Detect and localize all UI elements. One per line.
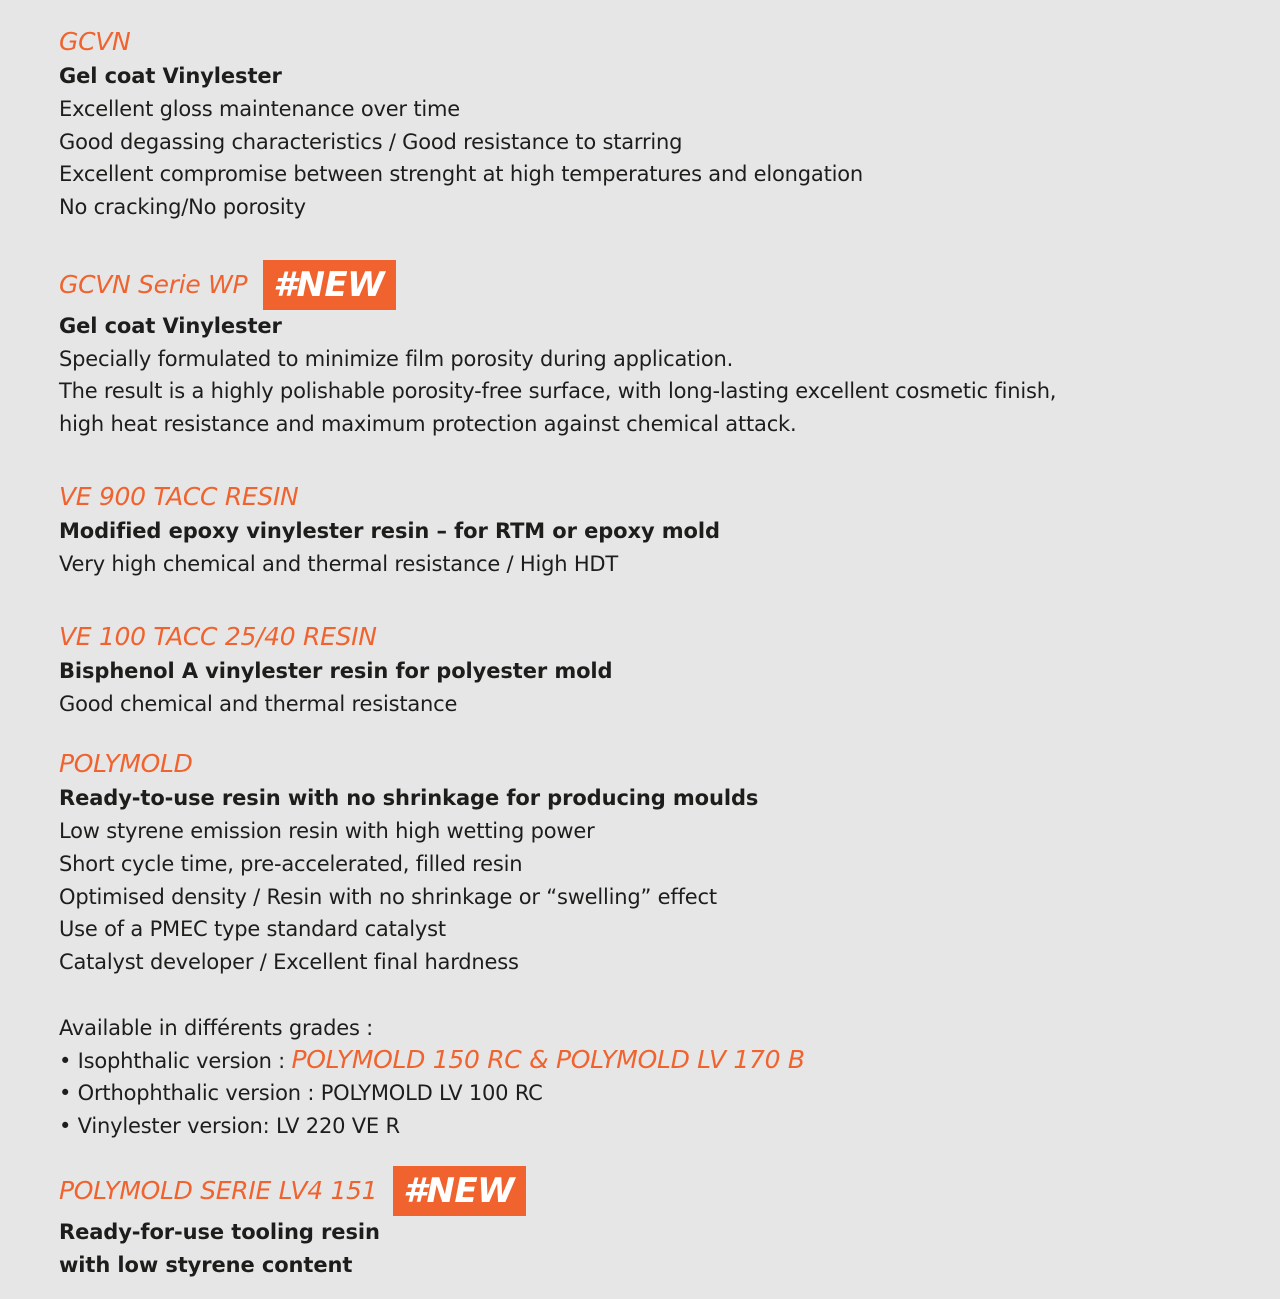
title-row [59,619,1239,655]
product-title: VE 900 TACC RESIN [59,481,299,511]
product-list [59,24,1239,1282]
feature-line: No cracking/No porosity [59,195,306,220]
feature-line: The result is a highly polishable porosity-free surface, with long-lasting excellent cosmetic finish, [59,379,1057,404]
feature-line: high heat resistance and maximum protection against chemical attack. [59,412,797,437]
feature-line: Excellent compromise between strenght at high temperatures and elongation [59,162,864,187]
feature-line: Specially formulated to minimize film porosity during application. [59,346,734,371]
feature-line: Good chemical and thermal resistance [59,691,458,716]
feature-line: Use of a PMEC type standard catalyst [59,917,446,942]
product-subtitle: Gel coat Vinylester [59,64,282,88]
grade-item: • Vinylester version: LV 220 VE R [59,1113,400,1138]
product-title: POLYMOLD SERIE LV4 151 [59,1176,378,1206]
title-row [59,1166,1239,1216]
grade-value: POLYMOLD 150 RC & POLYMOLD LV 170 B [291,1045,805,1075]
new-badge: #NEW [263,260,396,310]
section-gcvn-wp [59,260,1239,441]
title-row [59,479,1239,515]
product-subtitle: with low styrene content [59,1253,353,1278]
grade-label: • Isophthalic version : [59,1049,292,1074]
feature-line: Good degassing characteristics / Good resistance to starring [59,129,683,154]
feature-line: Excellent gloss maintenance over time [59,97,460,121]
product-title: POLYMOLD [59,749,193,779]
section-polymold [59,746,1239,1142]
feature-line: Catalyst developer / Excellent final hardness [59,949,519,974]
product-title: VE 100 TACC 25/40 RESIN [59,621,377,651]
product-title: GCVN [59,27,131,56]
grade-item [59,1044,1239,1077]
grades-intro: Available in différents grades : [59,1015,374,1040]
new-badge: #NEW [393,1166,526,1216]
product-subtitle: Modified epoxy vinylester resin – for RTM or epoxy mold [59,518,720,543]
product-subtitle: Ready-to-use resin with no shrinkage for producing moulds [59,786,759,811]
section-gcvn [59,24,1239,224]
feature-line: Low styrene emission resin with high wetting power [59,819,595,844]
product-subtitle: Ready-for-use tooling resin [59,1220,380,1245]
feature-line: Optimised density / Resin with no shrinkage or “swelling” effect [59,884,717,909]
title-row [59,746,1239,782]
section-ve100 [59,619,1239,721]
product-title: GCVN Serie WP [59,269,248,299]
product-subtitle: Gel coat Vinylester [59,313,282,338]
feature-line: Very high chemical and thermal resistance / High HDT [59,551,619,576]
grade-item: • Orthophthalic version : POLYMOLD LV 100 RC [59,1081,543,1105]
section-polymold-lv4 [59,1166,1239,1282]
section-ve900 [59,479,1239,581]
title-row [59,24,1239,60]
title-row [59,260,1239,310]
product-subtitle: Bisphenol A vinylester resin for polyester mold [59,658,613,683]
feature-line: Short cycle time, pre-accelerated, filled resin [59,851,523,876]
